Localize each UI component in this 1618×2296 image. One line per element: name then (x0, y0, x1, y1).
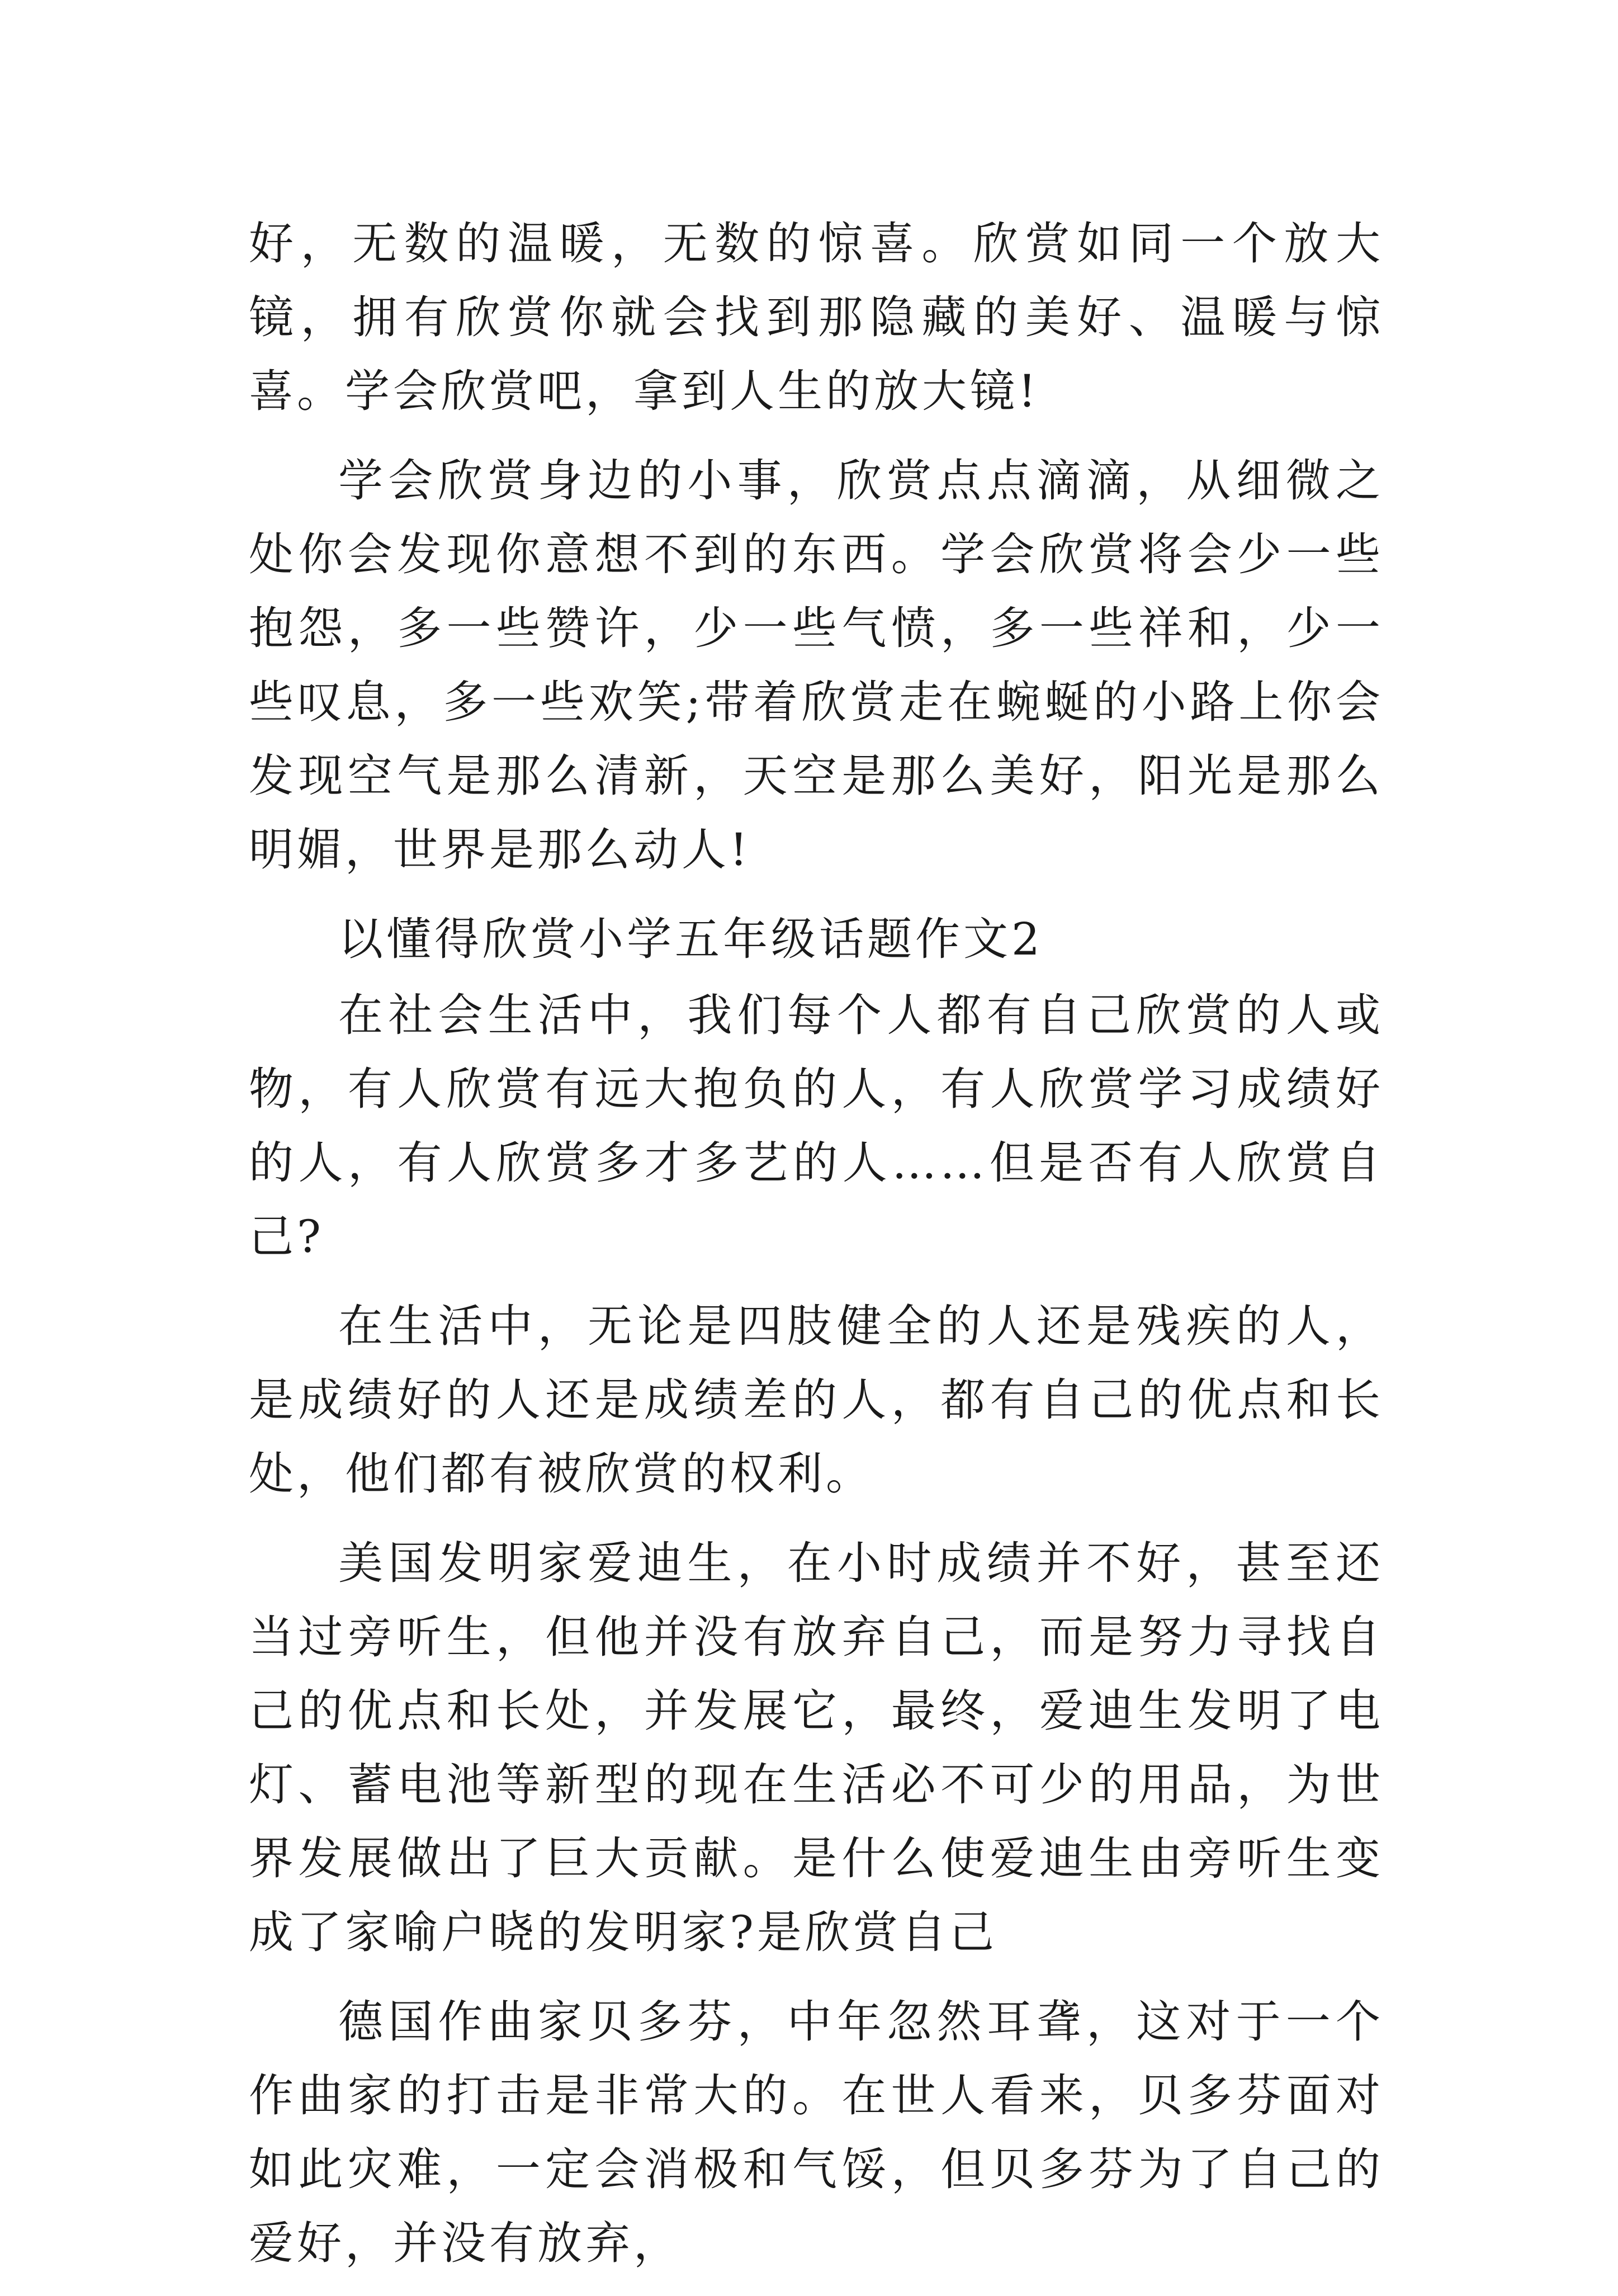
paragraph: 好，无数的温暖，无数的惊喜。欣赏如同一个放大镜，拥有欣赏你就会找到那隐藏的美好、温暖与惊喜。学会欣赏吧，拿到人生的放大镜! (249, 218, 1384, 417)
paragraph: 美国发明家爱迪生，在小时成绩并不好，甚至还当过旁听生，但他并没有放弃自己，而是努力寻找自己的优点和长处，并发展它，最终，爱迪生发明了电灯、蓄电池等新型的现在生活必不可少的用品，为世界发展做出了巨大贡献。是什么使爱迪生由旁听生变成了家喻户晓的发明家?是欣赏自己 (249, 1537, 1384, 1958)
paragraph: 学会欣赏身边的小事，欣赏点点滴滴，从细微之处你会发现你意想不到的东西。学会欣赏将会少一些抱怨，多一些赞许，少一些气愤，多一些祥和，少一些叹息，多一些欢笑;带着欣赏走在蜿蜒的小路上你会发现空气是那么清新，天空是那么美好，阳光是那么明媚，世界是那么动人! (249, 455, 1384, 876)
paragraph: 在生活中，无论是四肢健全的人还是残疾的人，是成绩好的人还是成绩差的人，都有自己的优点和长处，他们都有被欣赏的权利。 (249, 1300, 1384, 1500)
document-body (249, 207, 1384, 2296)
section-heading: 以懂得欣赏小学五年级话题作文2 (338, 913, 1043, 965)
paragraph: 德国作曲家贝多芬，中年忽然耳聋，这对于一个作曲家的打击是非常大的。在世人看来，贝多芬面对如此灾难，一定会消极和气馁，但贝多芬为了自己的爱好，并没有放弃， (249, 1996, 1384, 2269)
paragraph: 在社会生活中，我们每个人都有自己欣赏的人或物，有人欣赏有远大抱负的人，有人欣赏学习成绩好的人，有人欣赏多才多艺的人……但是否有人欣赏自己? (249, 989, 1384, 1263)
